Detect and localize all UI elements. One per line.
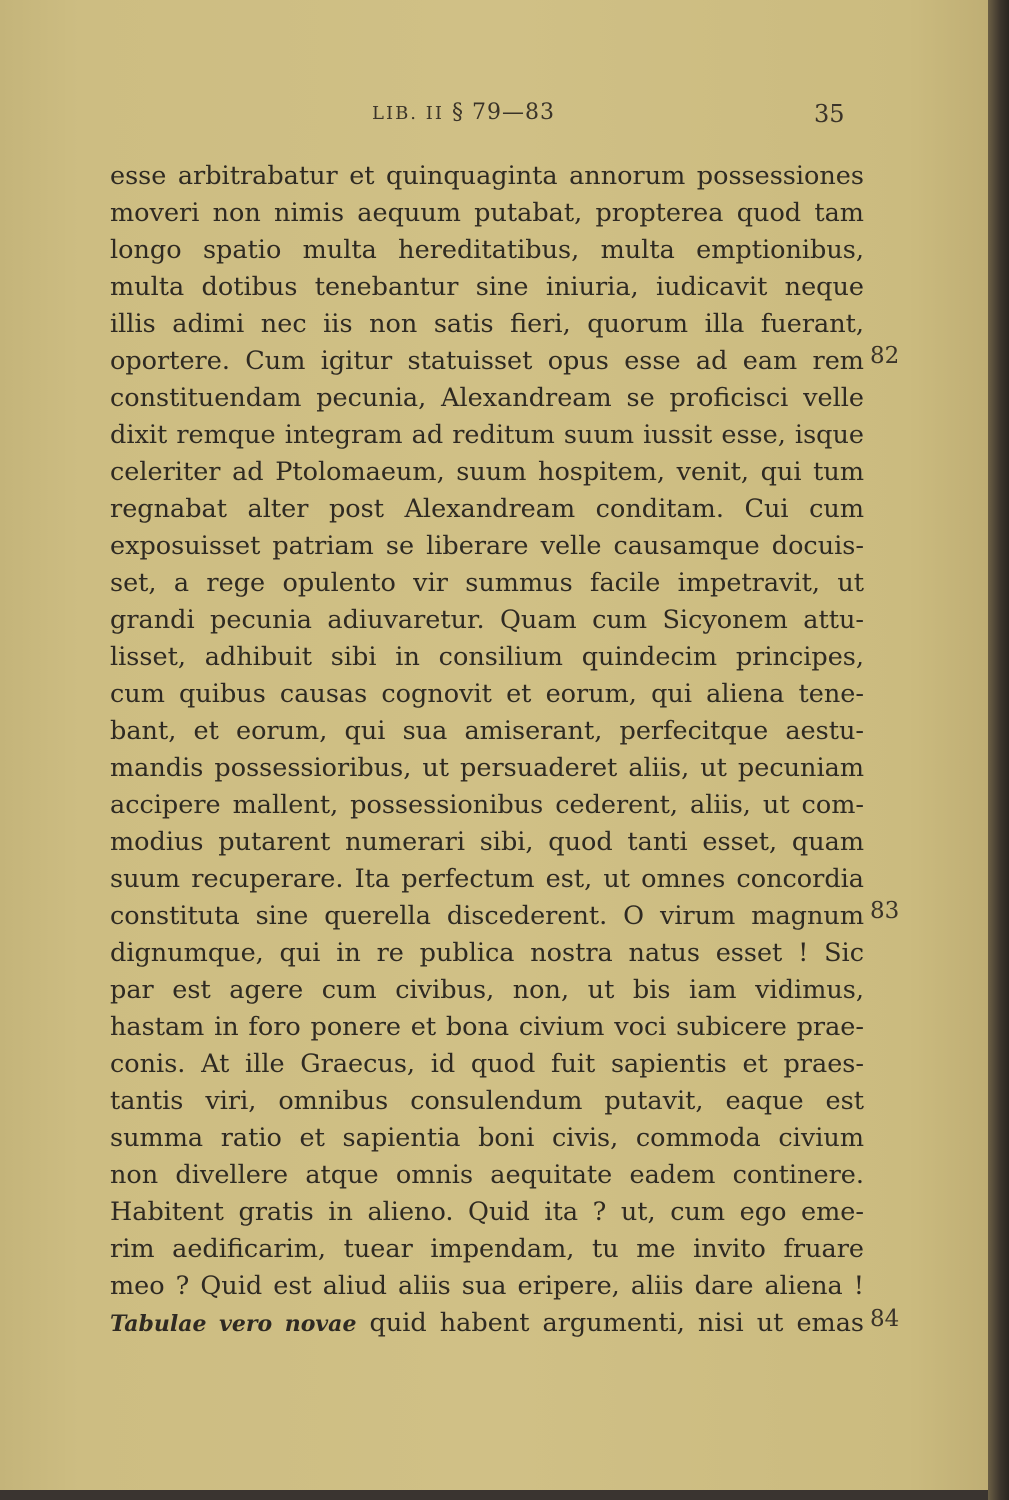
text-line: celeriter ad Ptolomaeum, suum hospitem, venit, qui tum: [110, 457, 864, 487]
page-edge: [988, 0, 1009, 1500]
text-line: cum quibus causas cognovit et eorum, qui aliena tene-: [110, 679, 864, 709]
margin-number-84: 84: [870, 1306, 900, 1332]
text-line: tantis viri, omnibus consulendum putavit, eaque est: [110, 1086, 864, 1116]
margin-number-83: 83: [870, 898, 900, 924]
text-line: lisset, adhibuit sibi in consilium quindecim principes,: [110, 642, 864, 672]
text-line-last: [110, 1305, 864, 1342]
text-line: esse arbitrabatur et quinquaginta annorum possessiones: [110, 161, 864, 191]
text-line: grandi pecunia adiuvaretur. Quam cum Sicyonem attu-: [110, 605, 864, 635]
text-line: summa ratio et sapientia boni civis, commoda civium: [110, 1123, 864, 1153]
text-line: illis adimi nec iis non satis fieri, quorum illa fuerant,: [110, 309, 864, 339]
text-line: rim aedificarim, tuear impendam, tu me invito fruare: [110, 1234, 864, 1264]
text-line: non divellere atque omnis aequitate eadem continere.: [110, 1160, 864, 1190]
last-line-rest: quid habent argumenti, nisi ut emas: [369, 1308, 865, 1338]
running-head-book: LIB. II: [372, 103, 444, 124]
text-line: longo spatio multa hereditatibus, multa emptionibus,: [110, 235, 864, 265]
text-line: conis. At ille Graecus, id quod fuit sapientis et praes-: [110, 1049, 864, 1079]
text-line: suum recuperare. Ita perfectum est, ut omnes concordia: [110, 864, 864, 894]
text-line: mandis possessioribus, ut persuaderet aliis, ut pecuniam: [110, 753, 864, 783]
text-line: constituta sine querella discederent. O virum magnum: [110, 901, 864, 931]
text-line: oportere. Cum igitur statuisset opus esse ad eam rem: [110, 346, 864, 376]
text-line: moveri non nimis aequum putabat, propterea quod tam: [110, 198, 864, 228]
text-line: set, a rege opulento vir summus facile impetravit, ut: [110, 568, 864, 598]
margin-number-82: 82: [870, 343, 900, 369]
text-line: modius putarent numerari sibi, quod tanti esset, quam: [110, 827, 864, 857]
text-line: multa dotibus tenebantur sine iniuria, iudicavit neque: [110, 272, 864, 302]
body-text: [110, 158, 864, 1342]
text-line: meo ? Quid est aliud aliis sua eripere, aliis dare aliena !: [110, 1271, 864, 1301]
text-line: accipere mallent, possessionibus cederent, aliis, ut com-: [110, 790, 864, 820]
text-line: par est agere cum civibus, non, ut bis iam vidimus,: [110, 975, 864, 1005]
running-head-section: § 79—83: [451, 100, 555, 125]
text-line: dignumque, qui in re publica nostra natus esset ! Sic: [110, 938, 864, 968]
text-line: constituendam pecunia, Alexandream se proficisci velle: [110, 383, 864, 413]
running-head: [372, 100, 555, 125]
text-line: hastam in foro ponere et bona civium voci subicere prae-: [110, 1012, 864, 1042]
text-line: dixit remque integram ad reditum suum iussit esse, isque: [110, 420, 864, 450]
text-line: Habitent gratis in alieno. Quid ita ? ut, cum ego eme-: [110, 1197, 864, 1227]
text-line: regnabat alter post Alexandream conditam. Cui cum: [110, 494, 864, 524]
text-line: exposuisset patriam se liberare velle causamque docuis-: [110, 531, 864, 561]
italic-phrase: Tabulae vero novae: [110, 1311, 357, 1337]
page-number: 35: [814, 100, 845, 128]
text-line: bant, et eorum, qui sua amiserant, perfecitque aestu-: [110, 716, 864, 746]
